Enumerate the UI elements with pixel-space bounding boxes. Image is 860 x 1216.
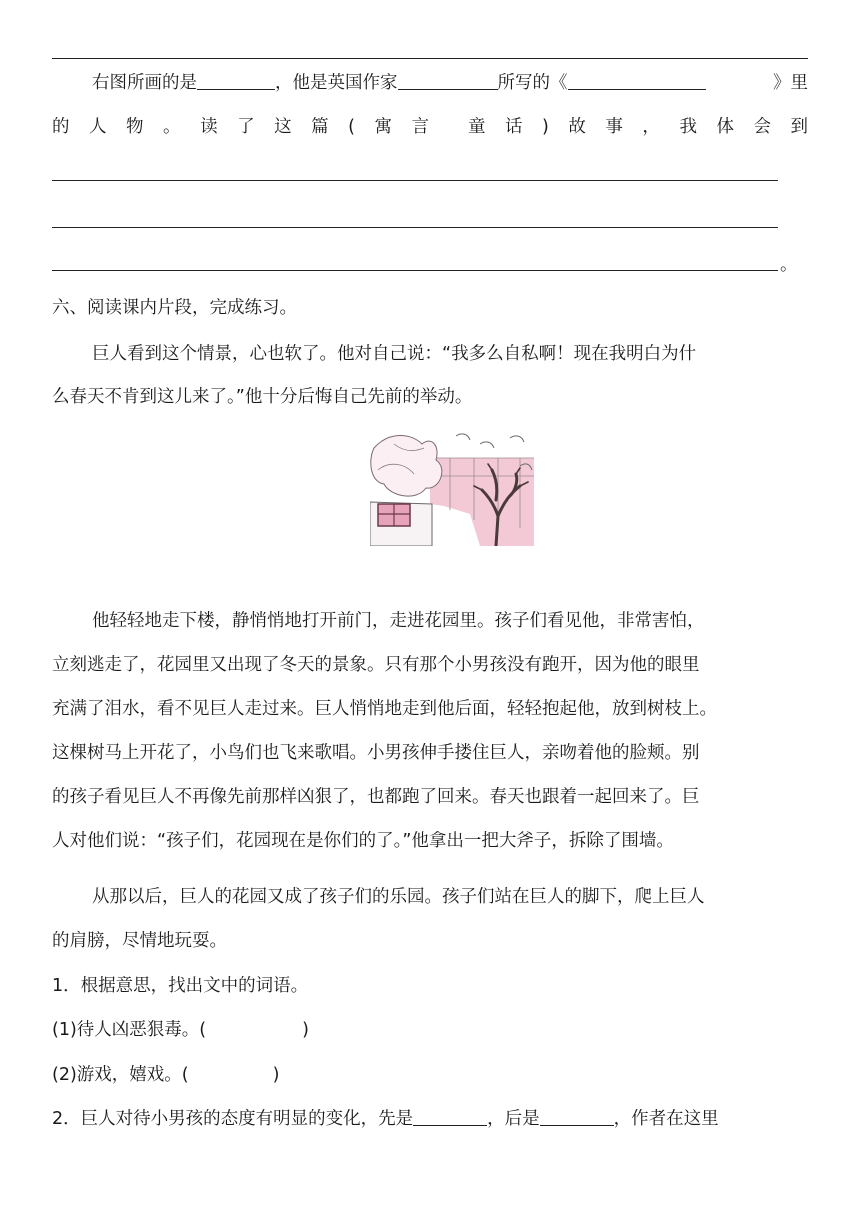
para1-line1: 巨人看到这个情景，心也软了。他对自己说：“我多么自私啊！现在我明白为什 — [92, 344, 697, 364]
q1-1-close: ) — [302, 1020, 309, 1040]
q2-text-c: ，作者在这里 — [613, 1109, 719, 1129]
q5-line2-char: 我 — [679, 117, 697, 137]
q5-line2-char: 童 — [468, 117, 486, 137]
q5-line2 — [52, 114, 808, 140]
q2-blank-2[interactable] — [540, 1107, 614, 1126]
answer-blank-title[interactable] — [568, 71, 706, 90]
q5-line2-char: 言 — [411, 117, 429, 137]
q5-text-2: ，他是英国作家 — [275, 73, 398, 93]
q1-2-close: ) — [272, 1065, 280, 1085]
section6-heading: 六、阅读课内片段，完成练习。 — [52, 298, 297, 318]
q5-line2-char: 。 — [163, 117, 181, 137]
q5-line2-char: 的 — [52, 117, 70, 137]
q5-line2-char: 读 — [200, 117, 218, 137]
end-period: 。 — [780, 255, 798, 275]
q2-blank-1[interactable] — [413, 1107, 487, 1126]
para2-line: 充满了泪水，看不见巨人走过来。巨人悄悄地走到他后面，轻轻抱起他，放到树枝上。 — [52, 699, 717, 719]
q5-line2-char: 篇 — [311, 117, 329, 137]
q2-text-b: ，后是 — [487, 1109, 540, 1129]
q5-line2-char: ) — [542, 117, 549, 137]
para3-line1: 从那以后，巨人的花园又成了孩子们的乐园。孩子们站在巨人的脚下，爬上巨人 — [92, 887, 705, 907]
para1-line2: 么春天不肯到这儿来了。”他十分后悔自己先前的举动。 — [52, 387, 473, 407]
answer-line-3[interactable] — [52, 270, 778, 271]
q2-text-a: 2．巨人对待小男孩的态度有明显的变化，先是 — [52, 1109, 414, 1129]
para2-line: 他轻轻地走下楼，静悄悄地打开前门，走进花园里。孩子们看见他，非常害怕， — [92, 611, 705, 631]
q5-line2-char: 人 — [89, 117, 107, 137]
question-1-1 — [52, 1017, 309, 1043]
q1-2-text: (2)游戏，嬉戏。( — [52, 1065, 189, 1085]
q5-line2-char: 物 — [126, 117, 144, 137]
question-1: 1．根据意思，找出文中的词语。 — [52, 976, 309, 996]
q5-line1 — [52, 70, 808, 96]
q1-1-text: (1)待人凶恶狠毒。( — [52, 1020, 207, 1040]
question-2 — [52, 1106, 808, 1132]
q5-line2-char: 这 — [274, 117, 292, 137]
answer-blank-picture[interactable] — [197, 71, 275, 90]
para3-line2: 的肩膀，尽情地玩耍。 — [52, 931, 227, 951]
q5-text-1: 右图所画的是 — [92, 73, 197, 93]
answer-blank-author[interactable] — [398, 71, 498, 90]
q5-line2-char: 故 — [568, 117, 586, 137]
q5-line2-char: 寓 — [374, 117, 392, 137]
answer-line-2[interactable] — [52, 227, 778, 228]
q5-line2-char: 体 — [716, 117, 734, 137]
q5-line2-char: 了 — [237, 117, 255, 137]
q5-text-4: 》里 — [773, 73, 808, 93]
question-1-2 — [52, 1062, 279, 1088]
q5-line2-char: ( — [348, 117, 355, 137]
para2-line: 的孩子看见巨人不再像先前那样凶狠了，也都跑了回来。春天也跟着一起回来了。巨 — [52, 787, 700, 807]
q5-line2-char: 会 — [753, 117, 771, 137]
q5-line2-char: 事 — [605, 117, 623, 137]
q5-text-3: 所写的《 — [497, 73, 568, 93]
top-rule — [52, 58, 808, 59]
q5-line2-char: 到 — [790, 117, 808, 137]
giant-garden-illustration — [370, 430, 534, 546]
para2-line: 人对他们说：“孩子们，花园现在是你们的了。”他拿出一把大斧子，拆除了围墙。 — [52, 831, 674, 851]
para2-line: 立刻逃走了，花园里又出现了冬天的景象。只有那个小男孩没有跑开，因为他的眼里 — [52, 655, 700, 675]
worksheet-page — [52, 0, 808, 1216]
q5-line2-char: 话 — [505, 117, 523, 137]
para2-line: 这棵树马上开花了，小鸟们也飞来歌唱。小男孩伸手搂住巨人，亲吻着他的脸颊。别 — [52, 743, 700, 763]
answer-line-1[interactable] — [52, 180, 778, 181]
q5-line2-char: ， — [642, 117, 660, 137]
